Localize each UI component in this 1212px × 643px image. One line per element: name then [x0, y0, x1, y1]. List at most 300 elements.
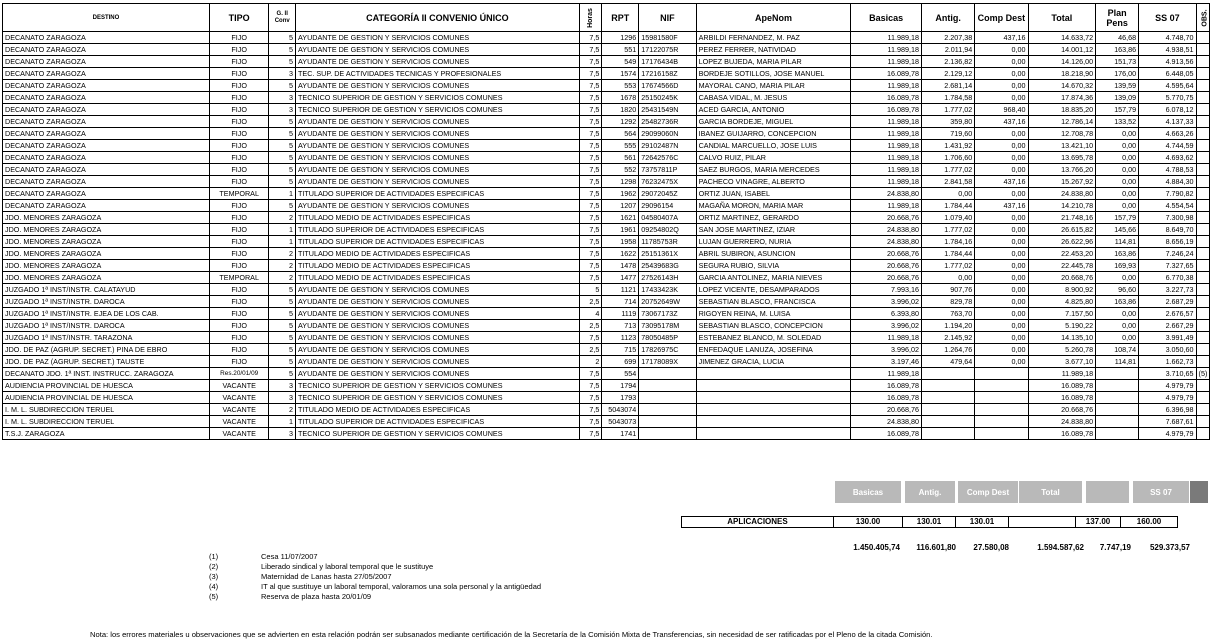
cell-horas: 2,5: [579, 320, 602, 332]
cell-destino: DECANATO ZARAGOZA: [3, 140, 210, 152]
cell-ss07: 1.662,73: [1139, 356, 1196, 368]
cell-categoria: AYUDANTE DE GESTION Y SERVICIOS COMUNES: [296, 164, 580, 176]
cell-basicas: 20.668,76: [851, 248, 922, 260]
cell-gconv: 5: [269, 164, 296, 176]
cell-gconv: 5: [269, 140, 296, 152]
cell-gconv: 3: [269, 380, 296, 392]
cell-gconv: 5: [269, 308, 296, 320]
cell-obs: [1196, 32, 1209, 44]
cell-total: 5.260,78: [1028, 344, 1096, 356]
cell-antig: [922, 404, 975, 416]
table-row: [3, 248, 1210, 260]
cell-antig: 1.194,20: [922, 320, 975, 332]
cell-gconv: 3: [269, 392, 296, 404]
cell-gconv: 1: [269, 188, 296, 200]
cell-nif: 17216158Z: [639, 68, 696, 80]
cell-planpens: 114,81: [1096, 356, 1139, 368]
cell-planpens: [1096, 392, 1139, 404]
cell-basicas: 16.089,78: [851, 380, 922, 392]
cell-total: 8.900,92: [1028, 284, 1096, 296]
cell-rpt: 1119: [602, 308, 639, 320]
cell-compdest: 0,00: [975, 68, 1028, 80]
cell-obs: [1196, 80, 1209, 92]
cell-antig: [922, 428, 975, 440]
cell-total: 16.089,78: [1028, 392, 1096, 404]
cell-tipo: VACANTE: [209, 380, 268, 392]
cell-planpens: 0,00: [1096, 308, 1139, 320]
cell-tipo: FIJO: [209, 80, 268, 92]
cell-total: 17.874,36: [1028, 92, 1096, 104]
cell-ss07: 3.991,49: [1139, 332, 1196, 344]
cell-horas: 7,5: [579, 200, 602, 212]
cell-tipo: FIJO: [209, 104, 268, 116]
cell-tipo: Res.20/01/09: [209, 368, 268, 380]
cell-gconv: 5: [269, 284, 296, 296]
cell-planpens: 0,00: [1096, 272, 1139, 284]
cell-total: 18.218,90: [1028, 68, 1096, 80]
cell-horas: 7,5: [579, 80, 602, 92]
cell-gconv: 3: [269, 92, 296, 104]
table-row: [3, 200, 1210, 212]
cell-antig: 2.145,92: [922, 332, 975, 344]
cell-horas: 7,5: [579, 392, 602, 404]
cell-rpt: 1958: [602, 236, 639, 248]
cell-basicas: 11.989,18: [851, 128, 922, 140]
cell-horas: 7,5: [579, 260, 602, 272]
cell-ss07: 4.748,70: [1139, 32, 1196, 44]
cell-apenom: IBANEZ GUIJARRO, CONCEPCION: [696, 128, 851, 140]
table-row: [3, 224, 1210, 236]
cell-obs: (5): [1196, 368, 1209, 380]
cell-categoria: AYUDANTE DE GESTION Y SERVICIOS COMUNES: [296, 296, 580, 308]
cell-categoria: TITULADO SUPERIOR DE ACTIVIDADES ESPECIFICAS: [296, 236, 580, 248]
cell-total: 13.421,10: [1028, 140, 1096, 152]
table-row: [3, 308, 1210, 320]
cell-compdest: 0,00: [975, 296, 1028, 308]
cell-apenom: SEBASTIAN BLASCO, FRANCISCA: [696, 296, 851, 308]
cell-planpens: 0,00: [1096, 152, 1139, 164]
cell-obs: [1196, 104, 1209, 116]
cell-tipo: FIJO: [209, 356, 268, 368]
grey-total: Total: [1019, 481, 1082, 503]
cell-categoria: TITULADO MEDIO DE ACTIVIDADES ESPECIFICAS: [296, 248, 580, 260]
cell-ss07: 6.770,38: [1139, 272, 1196, 284]
cell-ss07: 4.788,53: [1139, 164, 1196, 176]
cell-compdest: 437,16: [975, 116, 1028, 128]
cell-compdest: [975, 428, 1028, 440]
cell-antig: 2.681,14: [922, 80, 975, 92]
cell-ss07: 4.595,64: [1139, 80, 1196, 92]
cell-destino: DECANATO ZARAGOZA: [3, 164, 210, 176]
cell-horas: 7,5: [579, 44, 602, 56]
cell-obs: [1196, 56, 1209, 68]
col-categoria: CATEGORÍA II CONVENIO ÚNICO: [296, 4, 580, 32]
cell-antig: 719,60: [922, 128, 975, 140]
cell-obs: [1196, 284, 1209, 296]
cell-categoria: TITULADO SUPERIOR DE ACTIVIDADES ESPECIFICAS: [296, 416, 580, 428]
cell-ss07: 4.744,59: [1139, 140, 1196, 152]
cell-nif: 25439683G: [639, 260, 696, 272]
cell-destino: DECANATO ZARAGOZA: [3, 200, 210, 212]
cell-total: 3.677,10: [1028, 356, 1096, 368]
cell-categoria: AYUDANTE DE GESTION Y SERVICIOS COMUNES: [296, 128, 580, 140]
cell-tipo: FIJO: [209, 284, 268, 296]
aplicaciones-basicas: 130.00: [834, 517, 903, 528]
cell-rpt: 1478: [602, 260, 639, 272]
cell-obs: [1196, 116, 1209, 128]
cell-obs: [1196, 188, 1209, 200]
aplicaciones-ss07: 160.00: [1121, 517, 1178, 528]
cell-rpt: 1292: [602, 116, 639, 128]
table-row: [3, 428, 1210, 440]
cell-apenom: MAGAÑA MORON, MARIA MAR: [696, 200, 851, 212]
cell-antig: 1.784,16: [922, 236, 975, 248]
cell-total: 21.748,16: [1028, 212, 1096, 224]
cell-rpt: 1962: [602, 188, 639, 200]
cell-antig: 1.784,44: [922, 200, 975, 212]
cell-nif: 29102487N: [639, 140, 696, 152]
table-row: [3, 80, 1210, 92]
cell-planpens: [1096, 404, 1139, 416]
cell-ss07: 8.649,70: [1139, 224, 1196, 236]
cell-rpt: 1121: [602, 284, 639, 296]
cell-basicas: 11.989,18: [851, 176, 922, 188]
cell-rpt: 1621: [602, 212, 639, 224]
table-row: [3, 152, 1210, 164]
cell-ss07: 8.656,19: [1139, 236, 1196, 248]
cell-horas: 7,5: [579, 152, 602, 164]
cell-nif: 25431549N: [639, 104, 696, 116]
cell-ss07: 7.687,61: [1139, 416, 1196, 428]
cell-gconv: 3: [269, 428, 296, 440]
col-basicas: Basicas: [851, 4, 922, 32]
cell-categoria: AYUDANTE DE GESTION Y SERVICIOS COMUNES: [296, 32, 580, 44]
cell-tipo: FIJO: [209, 260, 268, 272]
cell-compdest: 0,00: [975, 44, 1028, 56]
cell-compdest: 437,16: [975, 32, 1028, 44]
cell-ss07: 3.710,65: [1139, 368, 1196, 380]
cell-nif: 15981580F: [639, 32, 696, 44]
cell-nif: 78050485P: [639, 332, 696, 344]
cell-planpens: 133,52: [1096, 116, 1139, 128]
table-row: [3, 332, 1210, 344]
cell-planpens: 0,00: [1096, 140, 1139, 152]
cell-apenom: ACED GARCIA, ANTONIO: [696, 104, 851, 116]
cell-rpt: 553: [602, 80, 639, 92]
cell-planpens: 0,00: [1096, 176, 1139, 188]
col-rpt: RPT: [602, 4, 639, 32]
cell-ss07: 2.687,29: [1139, 296, 1196, 308]
cell-categoria: AYUDANTE DE GESTION Y SERVICIOS COMUNES: [296, 332, 580, 344]
cell-nif: 73757811P: [639, 164, 696, 176]
cell-categoria: TITULADO MEDIO DE ACTIVIDADES ESPECIFICAS: [296, 260, 580, 272]
cell-apenom: ORTIZ MARTINEZ, GERARDO: [696, 212, 851, 224]
cell-nif: 29099060N: [639, 128, 696, 140]
cell-total: 7.157,50: [1028, 308, 1096, 320]
table-row: [3, 188, 1210, 200]
cell-rpt: 1574: [602, 68, 639, 80]
cell-horas: 7,5: [579, 416, 602, 428]
cell-basicas: 16.089,78: [851, 104, 922, 116]
cell-ss07: 2.676,57: [1139, 308, 1196, 320]
cell-basicas: 7.993,16: [851, 284, 922, 296]
cell-apenom: RIGOYEN REINA, M. LUISA: [696, 308, 851, 320]
cell-planpens: 139,59: [1096, 80, 1139, 92]
cell-rpt: 1296: [602, 32, 639, 44]
cell-compdest: 0,00: [975, 272, 1028, 284]
cell-categoria: AYUDANTE DE GESTION Y SERVICIOS COMUNES: [296, 44, 580, 56]
cell-gconv: 5: [269, 116, 296, 128]
note-item: (3) Maternidad de Lanas hasta 27/05/2007: [209, 572, 392, 581]
cell-obs: [1196, 152, 1209, 164]
cell-obs: [1196, 236, 1209, 248]
cell-categoria: AYUDANTE DE GESTION Y SERVICIOS COMUNES: [296, 116, 580, 128]
cell-horas: 7,5: [579, 140, 602, 152]
cell-gconv: 5: [269, 176, 296, 188]
cell-gconv: 2: [269, 248, 296, 260]
cell-nif: 25151361X: [639, 248, 696, 260]
cell-total: 12.708,78: [1028, 128, 1096, 140]
cell-gconv: 5: [269, 200, 296, 212]
cell-tipo: FIJO: [209, 116, 268, 128]
cell-tipo: FIJO: [209, 32, 268, 44]
table-row: [3, 56, 1210, 68]
cell-compdest: 0,00: [975, 188, 1028, 200]
cell-obs: [1196, 296, 1209, 308]
cell-rpt: 1678: [602, 92, 639, 104]
cell-apenom: GARCIA BORDEJE, MIGUEL: [696, 116, 851, 128]
cell-compdest: 0,00: [975, 212, 1028, 224]
cell-destino: JDO. DE PAZ (AGRUP. SECRET.) PINA DE EBRO: [3, 344, 210, 356]
cell-destino: DECANATO ZARAGOZA: [3, 188, 210, 200]
cell-destino: DECANATO ZARAGOZA: [3, 104, 210, 116]
cell-basicas: 11.989,18: [851, 152, 922, 164]
cell-nif: 04580407A: [639, 212, 696, 224]
cell-categoria: TITULADO MEDIO DE ACTIVIDADES ESPECIFICAS: [296, 272, 580, 284]
cell-planpens: [1096, 380, 1139, 392]
cell-horas: 2,5: [579, 296, 602, 308]
cell-basicas: 11.989,18: [851, 200, 922, 212]
cell-ss07: 4.884,30: [1139, 176, 1196, 188]
cell-destino: DECANATO ZARAGOZA: [3, 68, 210, 80]
cell-obs: [1196, 344, 1209, 356]
cell-tipo: FIJO: [209, 332, 268, 344]
cell-antig: 2.207,38: [922, 32, 975, 44]
cell-categoria: AYUDANTE DE GESTION Y SERVICIOS COMUNES: [296, 152, 580, 164]
cell-compdest: 0,00: [975, 332, 1028, 344]
cell-destino: DECANATO ZARAGOZA: [3, 128, 210, 140]
cell-nif: 20752649W: [639, 296, 696, 308]
cell-apenom: ORTIZ JUAN, ISABEL: [696, 188, 851, 200]
aplicaciones-total-blank: [1009, 517, 1076, 528]
cell-basicas: 11.989,18: [851, 332, 922, 344]
cell-compdest: 0,00: [975, 308, 1028, 320]
cell-nif: 72642576C: [639, 152, 696, 164]
cell-rpt: 1123: [602, 332, 639, 344]
cell-planpens: 108,74: [1096, 344, 1139, 356]
cell-horas: 7,5: [579, 332, 602, 344]
table-row: [3, 368, 1210, 380]
staff-table: [2, 3, 1210, 440]
cell-gconv: 2: [269, 260, 296, 272]
cell-ss07: 4.913,56: [1139, 56, 1196, 68]
cell-antig: 1.264,76: [922, 344, 975, 356]
cell-total: 22.453,20: [1028, 248, 1096, 260]
table-row: [3, 140, 1210, 152]
cell-antig: 2.841,58: [922, 176, 975, 188]
cell-horas: 7,5: [579, 248, 602, 260]
table-row: [3, 272, 1210, 284]
cell-nif: 25150245K: [639, 92, 696, 104]
cell-antig: 1.777,02: [922, 260, 975, 272]
cell-apenom: ESTEBANEZ BLANCO, M. SOLEDAD: [696, 332, 851, 344]
cell-nif: 29072045Z: [639, 188, 696, 200]
aplicaciones-compdest: 130.01: [956, 517, 1009, 528]
cell-rpt: 713: [602, 320, 639, 332]
cell-basicas: 24.838,80: [851, 236, 922, 248]
cell-apenom: SAN JOSE MARTINEZ, IZIAR: [696, 224, 851, 236]
grey-obs-blank: [1190, 481, 1208, 503]
cell-gconv: 5: [269, 320, 296, 332]
col-gconv: G. II Conv: [269, 4, 296, 32]
cell-antig: 0,00: [922, 188, 975, 200]
cell-obs: [1196, 128, 1209, 140]
cell-ss07: 4.693,62: [1139, 152, 1196, 164]
aplicaciones-table: [681, 516, 1178, 528]
cell-obs: [1196, 176, 1209, 188]
table-row: [3, 260, 1210, 272]
table-row: [3, 356, 1210, 368]
cell-antig: 1.784,58: [922, 92, 975, 104]
total-total: 1.594.587,62: [1037, 543, 1084, 552]
table-row: [3, 404, 1210, 416]
cell-apenom: CALVO RUIZ, PILAR: [696, 152, 851, 164]
cell-planpens: 0,00: [1096, 188, 1139, 200]
cell-destino: JDO. MENORES ZARAGOZA: [3, 212, 210, 224]
cell-nif: 73067173Z: [639, 308, 696, 320]
cell-planpens: 176,00: [1096, 68, 1139, 80]
table-row: [3, 212, 1210, 224]
table-row: [3, 164, 1210, 176]
cell-destino: DECANATO ZARAGOZA: [3, 116, 210, 128]
cell-apenom: [696, 368, 851, 380]
cell-compdest: [975, 392, 1028, 404]
cell-apenom: LUJAN GUERRERO, NURIA: [696, 236, 851, 248]
cell-ss07: 4.554,54: [1139, 200, 1196, 212]
col-ss07: SS 07: [1139, 4, 1196, 32]
cell-rpt: 1477: [602, 272, 639, 284]
cell-destino: AUDIENCIA PROVINCIAL DE HUESCA: [3, 380, 210, 392]
cell-apenom: SEGURA RUBIO, SILVIA: [696, 260, 851, 272]
col-obs: OBS.: [1196, 4, 1209, 32]
cell-ss07: 6.078,12: [1139, 104, 1196, 116]
cell-categoria: AYUDANTE DE GESTION Y SERVICIOS COMUNES: [296, 320, 580, 332]
cell-gconv: 5: [269, 80, 296, 92]
cell-basicas: 11.989,18: [851, 32, 922, 44]
cell-ss07: 6.448,05: [1139, 68, 1196, 80]
cell-apenom: [696, 380, 851, 392]
cell-ss07: 7.790,82: [1139, 188, 1196, 200]
cell-antig: 907,76: [922, 284, 975, 296]
cell-basicas: 24.838,80: [851, 188, 922, 200]
cell-categoria: TECNICO SUPERIOR DE GESTION Y SERVICIOS COMUNES: [296, 428, 580, 440]
cell-basicas: 11.989,18: [851, 80, 922, 92]
cell-nif: 17433423K: [639, 284, 696, 296]
cell-apenom: BORDEJE SOTILLOS, JOSE MANUEL: [696, 68, 851, 80]
cell-basicas: 16.089,78: [851, 392, 922, 404]
table-row: [3, 44, 1210, 56]
cell-obs: [1196, 392, 1209, 404]
cell-nif: [639, 428, 696, 440]
cell-obs: [1196, 380, 1209, 392]
cell-categoria: TECNICO SUPERIOR DE GESTION Y SERVICIOS COMUNES: [296, 380, 580, 392]
cell-basicas: 11.989,18: [851, 44, 922, 56]
cell-destino: DECANATO ZARAGOZA: [3, 152, 210, 164]
total-planpens: 7.747,19: [1099, 543, 1131, 552]
cell-apenom: ENFEDAQUE LANUZA, JOSEFINA: [696, 344, 851, 356]
cell-destino: JUZGADO 1ª INST/INSTR. EJEA DE LOS CAB.: [3, 308, 210, 320]
cell-gconv: 5: [269, 332, 296, 344]
cell-basicas: 20.668,76: [851, 272, 922, 284]
cell-horas: 7,5: [579, 272, 602, 284]
cell-destino: T.S.J. ZARAGOZA: [3, 428, 210, 440]
cell-categoria: AYUDANTE DE GESTION Y SERVICIOS COMUNES: [296, 356, 580, 368]
cell-tipo: FIJO: [209, 224, 268, 236]
cell-nif: [639, 404, 696, 416]
cell-apenom: MAYORAL CANO, MARIA PILAR: [696, 80, 851, 92]
cell-destino: I. M. L. SUBDIRECCION TERUEL: [3, 404, 210, 416]
cell-rpt: 555: [602, 140, 639, 152]
cell-horas: 7,5: [579, 164, 602, 176]
cell-destino: JDO. MENORES ZARAGOZA: [3, 272, 210, 284]
cell-compdest: 0,00: [975, 56, 1028, 68]
cell-apenom: [696, 404, 851, 416]
cell-gconv: 5: [269, 56, 296, 68]
cell-gconv: 5: [269, 152, 296, 164]
cell-total: 15.267,92: [1028, 176, 1096, 188]
cell-basicas: 20.668,76: [851, 260, 922, 272]
cell-basicas: 6.393,80: [851, 308, 922, 320]
cell-tipo: FIJO: [209, 200, 268, 212]
cell-categoria: TITULADO SUPERIOR DE ACTIVIDADES ESPECIFICAS: [296, 188, 580, 200]
cell-destino: JDO. DE PAZ (AGRUP. SECRET.) TAUSTE: [3, 356, 210, 368]
cell-tipo: FIJO: [209, 212, 268, 224]
cell-categoria: AYUDANTE DE GESTION Y SERVICIOS COMUNES: [296, 368, 580, 380]
cell-tipo: FIJO: [209, 344, 268, 356]
cell-compdest: 0,00: [975, 128, 1028, 140]
cell-planpens: 169,93: [1096, 260, 1139, 272]
cell-horas: 2,5: [579, 344, 602, 356]
note-item: (4) IT al que sustituye un laboral temporal, valoramos una sola personal y la antigüedad: [209, 582, 542, 591]
cell-rpt: 1961: [602, 224, 639, 236]
cell-gconv: 5: [269, 356, 296, 368]
note-item: (5) Reserva de plaza hasta 20/01/09: [209, 592, 372, 601]
cell-gconv: 5: [269, 44, 296, 56]
cell-total: 14.135,10: [1028, 332, 1096, 344]
cell-destino: DECANATO ZARAGOZA: [3, 92, 210, 104]
cell-horas: 7,5: [579, 224, 602, 236]
cell-planpens: [1096, 416, 1139, 428]
cell-categoria: AYUDANTE DE GESTION Y SERVICIOS COMUNES: [296, 284, 580, 296]
cell-gconv: 1: [269, 224, 296, 236]
cell-total: 14.001,12: [1028, 44, 1096, 56]
cell-basicas: 16.089,78: [851, 428, 922, 440]
cell-total: 24.838,80: [1028, 416, 1096, 428]
notes-list: [209, 552, 541, 602]
total-ss07: 529.373,57: [1149, 543, 1190, 552]
total-antig: 116.601,80: [916, 543, 956, 552]
cell-categoria: TECNICO SUPERIOR DE GESTION Y SERVICIOS COMUNES: [296, 392, 580, 404]
